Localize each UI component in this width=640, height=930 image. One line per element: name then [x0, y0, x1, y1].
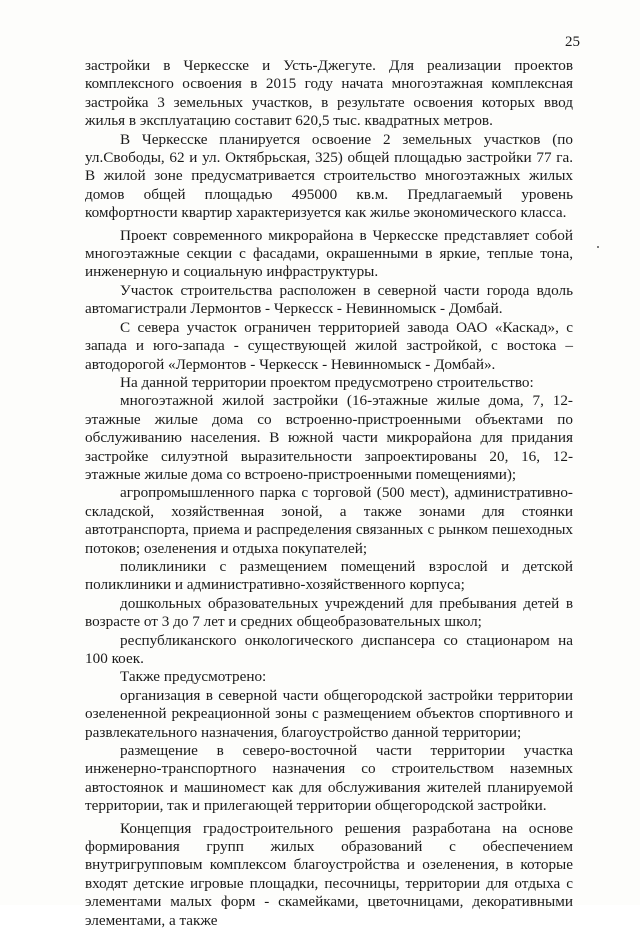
list-item-oncology: республиканского онкологического диспансера со стационаром на 100 коек. [85, 631, 573, 667]
paragraph-site-boundaries: С севера участок ограничен территорией завода ОАО «Каскад», с запада и юго-запада - существующей жилой застройкой, с востока – автодорогой «Лермонтов - Черкесск - Невинномыск - Домбай». [85, 318, 573, 373]
paragraph-also-planned: Также предусмотрено: [120, 668, 267, 686]
page-number: 25 [565, 34, 580, 50]
list-item-recreation-zone: организация в северной части общегородской застройки территории озелененной рекреационной зоны с размещением объектов спортивного и развлекательного назначения, благоустройство данной территории; [85, 686, 573, 741]
paragraph-construction-intro: На данной территории проектом предусмотрено строительство: [120, 373, 534, 391]
list-item-parking: размещение в северо-восточной части территории участка инженерно-транспортного назначения со строительством наземных автостоянок и машиномест как для обслуживания жителей планируемой территории, так и прилегающей территории общегородской застройки. [85, 742, 573, 815]
paragraph-intro: застройки в Черкесске и Усть-Джегуте. Для реализации проектов комплексного освоения в 2015 году начата многоэтажная комплексная застройка 3 земельных участков, в результате освоения которых ввод жилья в эксплуатацию составит 620,5 тыс. квадратных метров. [85, 57, 573, 130]
paragraph-concept: Концепция градостроительного решения разработана на основе формирования групп жилых образований с обеспечением внутригрупповым комплексом благоустройства и озеленения, в которые входят детские игровые площадки, песочницы, территории для отдыха с элементами малых форм - скамейками, цветочницами, декоративными элементами, а также [85, 819, 573, 929]
list-item-schools: дошкольных образовательных учреждений для пребывания детей в возрасте от 3 до 7 лет и средних общеобразовательных школ; [85, 594, 573, 631]
document-body [85, 57, 573, 930]
paragraph-microdistrict-project: Проект современного микрорайона в Черкесске представляет собой многоэтажные секции с фасадами, окрашенными в яркие, теплые тона, инженерную и социальную инфраструктуры. [85, 226, 573, 281]
list-item-polyclinic: поликлиники с размещением помещений взрослой и детской поликлиники и административно-хозяйственного корпуса; [85, 557, 573, 594]
list-item-agro-park: агропромышленного парка с торговой (500 мест), административно-складской, хозяйственная зоной, а также зонами для стоянки автотранспорта, приема и распределения связанных с рынком пешеходных потоков; озеленения и отдыха покупателей; [85, 484, 573, 557]
scan-artifact-dot [597, 246, 599, 248]
list-item-residential: многоэтажной жилой застройки (16-этажные жилые дома, 7, 12-этажные жилые дома со встроенно-пристроенными объектами по обслуживанию населения. В южной части микрорайона для придания застройке силуэтной выразительности запроектированы 20, 16, 12-этажные жилые дома со встроено-пристроенными помещениями); [85, 392, 573, 483]
paragraph-cherkessk-plots: В Черкесске планируется освоение 2 земельных участков (по ул.Свободы, 62 и ул. Октябрьская, 325) общей площадью застройки 77 га. В жилой зоне предусматривается строительство многоэтажных жилых домов общей площадью 495000 кв.м. Предлагаемый уровень комфортности квартир характеризуется как жилье экономического класса. [85, 130, 573, 222]
paragraph-site-location: Участок строительства расположен в северной части города вдоль автомагистрали Лермонтов - Черкесск - Невинномыск - Домбай. [85, 281, 573, 318]
